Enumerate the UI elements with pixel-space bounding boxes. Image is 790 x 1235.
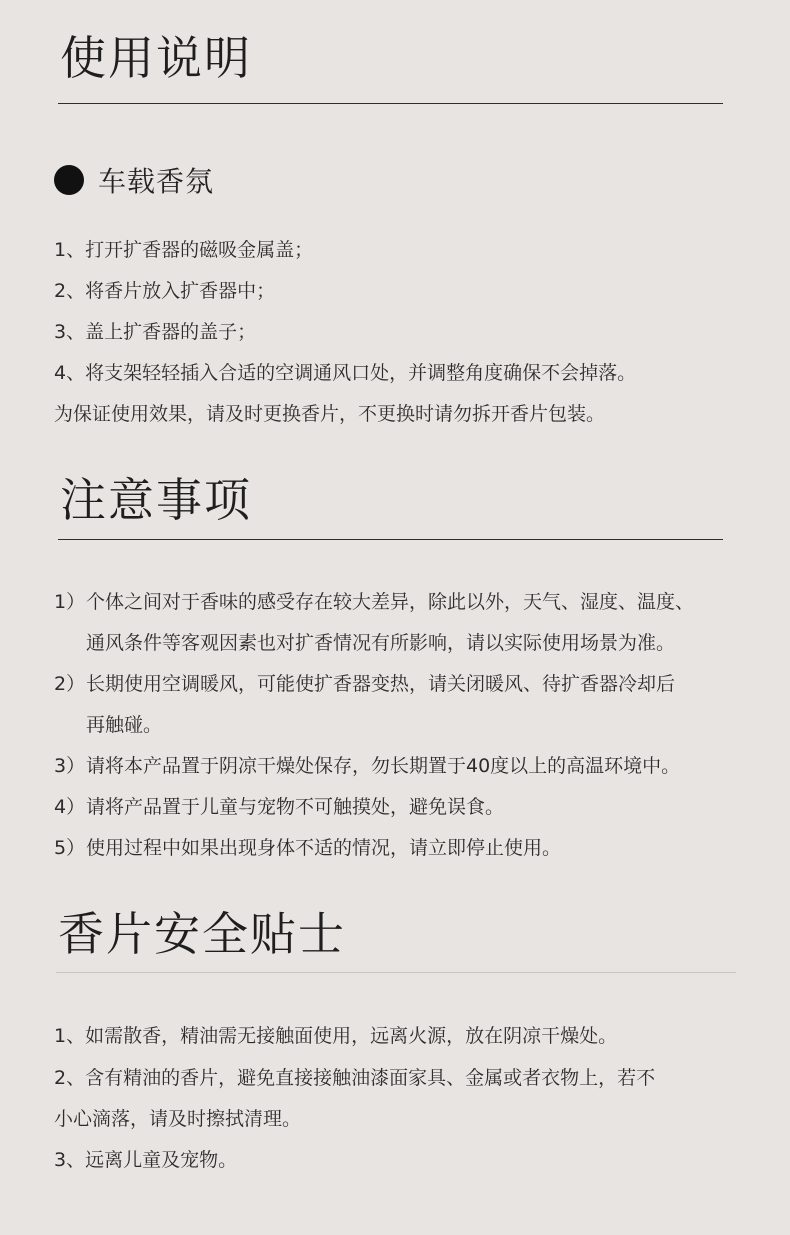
- usage-title-divider: [58, 103, 723, 104]
- note-text-line: 长期使用空调暖风，可能使扩香器变热，请关闭暖风、待扩香器冷却后: [86, 673, 676, 695]
- usage-subhead: [54, 160, 214, 200]
- note-text: 使用过程中如果出现身体不适的情况，请立即停止使用。: [86, 837, 562, 859]
- tips-line-1: 1、如需散香，精油需无接触面使用，远离火源，放在阴凉干燥处。: [54, 1025, 618, 1047]
- usage-step-3: 3、盖上扩香器的盖子；: [54, 321, 257, 343]
- notes-list: [54, 582, 750, 869]
- note-item-4: [54, 787, 750, 828]
- notes-title-divider: [58, 539, 723, 540]
- note-text-line: 通风条件等客观因素也对扩香情况有所影响，请以实际使用场景为准。: [86, 632, 676, 654]
- tips-title: 香片安全贴士: [58, 907, 346, 961]
- note-text: [86, 582, 750, 664]
- tips-title-divider: [56, 972, 736, 973]
- usage-step-1: 1、打开扩香器的磁吸金属盖；: [54, 239, 314, 261]
- bullet-dot-icon: [54, 165, 84, 195]
- note-number: 5）: [54, 837, 86, 859]
- usage-step-2: 2、将香片放入扩香器中；: [54, 280, 276, 302]
- note-number: 2）: [54, 673, 86, 695]
- note-number: 4）: [54, 796, 86, 818]
- note-number: 3）: [54, 755, 86, 777]
- note-number: 1）: [54, 591, 86, 613]
- tips-line-3: 小心滴落，请及时擦拭清理。: [54, 1108, 302, 1130]
- usage-title: 使用说明: [60, 31, 252, 85]
- tips-line-2: 2、含有精油的香片，避免直接接触油漆面家具、金属或者衣物上，若不: [54, 1067, 656, 1089]
- note-text: 请将本产品置于阴凉干燥处保存，勿长期置于40度以上的高温环境中。: [86, 755, 681, 777]
- note-item-3: [54, 746, 750, 787]
- usage-tip: 为保证使用效果，请及时更换香片，不更换时请勿拆开香片包装。: [54, 403, 606, 425]
- note-text-line: 个体之间对于香味的感受存在较大差异，除此以外，天气、湿度、温度、: [86, 591, 695, 613]
- tips-line-4: 3、远离儿童及宠物。: [54, 1149, 238, 1171]
- note-text: [86, 664, 750, 746]
- note-text-line: 再触碰。: [86, 714, 163, 736]
- note-item-1: [54, 582, 750, 664]
- usage-subhead-label: 车载香氛: [98, 165, 215, 198]
- usage-step-4: 4、将支架轻轻插入合适的空调通风口处，并调整角度确保不会掉落。: [54, 362, 637, 384]
- note-text: 请将产品置于儿童与宠物不可触摸处，避免误食。: [86, 796, 505, 818]
- note-item-2: [54, 664, 750, 746]
- notes-title: 注意事项: [60, 473, 252, 527]
- note-item-5: [54, 828, 750, 869]
